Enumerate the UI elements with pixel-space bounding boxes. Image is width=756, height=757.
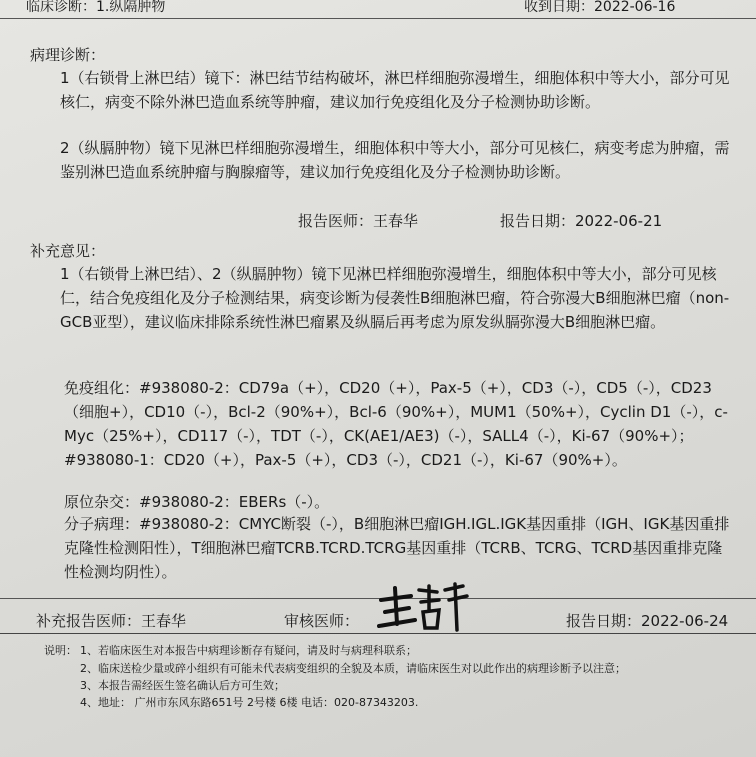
supplement-report-date: 报告日期：2022-06-24 bbox=[566, 612, 729, 630]
in-situ-hybridization: 原位杂交：#938080-2：EBERs（-）。 bbox=[64, 493, 330, 511]
pathology-item-2: 2（纵膈肿物）镜下见淋巴样细胞弥漫增生，细胞体积中等大小，部分可见核仁，病变考虑为肿瘤，需鉴别淋巴造血系统肿瘤与胸腺瘤等，建议加行免疫组化及分子检测协助诊断。 bbox=[60, 139, 730, 181]
note-3: 3、本报告需经医生签名确认后方可生效； bbox=[80, 679, 285, 692]
immunohistochemistry: 免疫组化：#938080-2：CD79a（+），CD20（+），Pax-5（+），CD3（-），CD5（-），CD23（细胞+），CD10（-），Bcl-2（90%+），Bcl-6（90%+），MUM1（50%+），Cyclin D1（-），c-Myc（25%+），CD117（-），TDT（-），CK(AE1/AE3)（-），SALL4（-），Ki-67（90%+）；#938080-1：CD20（+），Pax-5（+），CD3（-），CD21（-），Ki-67（90%+）。 bbox=[64, 379, 728, 469]
supplement-opinion: 1（右锁骨上淋巴结）、2（纵膈肿物）镜下见淋巴样细胞弥漫增生，细胞体积中等大小，部分可见核仁，结合免疫组化及分子检测结果，病变诊断为侵袭性B细胞淋巴瘤，符合弥漫大B细胞淋巴瘤（non-GCB亚型），建议临床排除系统性淋巴瘤累及纵膈后再考虑为原发纵膈弥漫大B细胞淋巴瘤。 bbox=[60, 265, 730, 331]
note-4: 4、地址： 广州市东风东路651号 2号楼 6楼 电话：020-87343203. bbox=[80, 696, 419, 709]
clinical-diagnosis: 临床诊断：1.纵隔肿物 bbox=[26, 0, 166, 15]
pathology-report-date: 报告日期：2022-06-21 bbox=[500, 212, 663, 230]
reviewer-signature bbox=[375, 580, 470, 632]
pathology-item-1: 1（右锁骨上淋巴结）镜下：淋巴结节结构破坏，淋巴样细胞弥漫增生，细胞体积中等大小，部分可见核仁，病变不除外淋巴造血系统等肿瘤，建议加行免疫组化及分子检测协助诊断。 bbox=[60, 69, 730, 111]
supplement-title: 补充意见： bbox=[30, 242, 106, 260]
molecular-pathology: 分子病理：#938080-2：CMYC断裂（-），B细胞淋巴瘤IGH.IGL.IGK基因重排（IGH、IGK基因重排克隆性检测阳性），T细胞淋巴瘤TCRB.TCRD.TCRG基因重排（TCRB、TCRG、TCRD基因重排克隆性检测均阴性）。 bbox=[64, 515, 730, 581]
pathology-title: 病理诊断： bbox=[30, 46, 106, 64]
footer-rule bbox=[0, 633, 756, 634]
notes-label: 说明： bbox=[44, 644, 77, 657]
reviewer-label: 审核医师： bbox=[284, 612, 360, 630]
note-2: 2、临床送检少量或碎小组织有可能未代表病变组织的全貌及本质，请临床医生对以此作出的病理诊断予以注意； bbox=[80, 662, 626, 675]
received-date: 收到日期：2022-06-16 bbox=[524, 0, 676, 15]
header-rule bbox=[0, 18, 756, 19]
supplement-doctor: 补充报告医师：王春华 bbox=[36, 612, 187, 630]
note-1: 1、若临床医生对本报告中病理诊断存有疑问，请及时与病理科联系； bbox=[80, 644, 417, 657]
pathology-doctor: 报告医师：王春华 bbox=[298, 212, 419, 230]
